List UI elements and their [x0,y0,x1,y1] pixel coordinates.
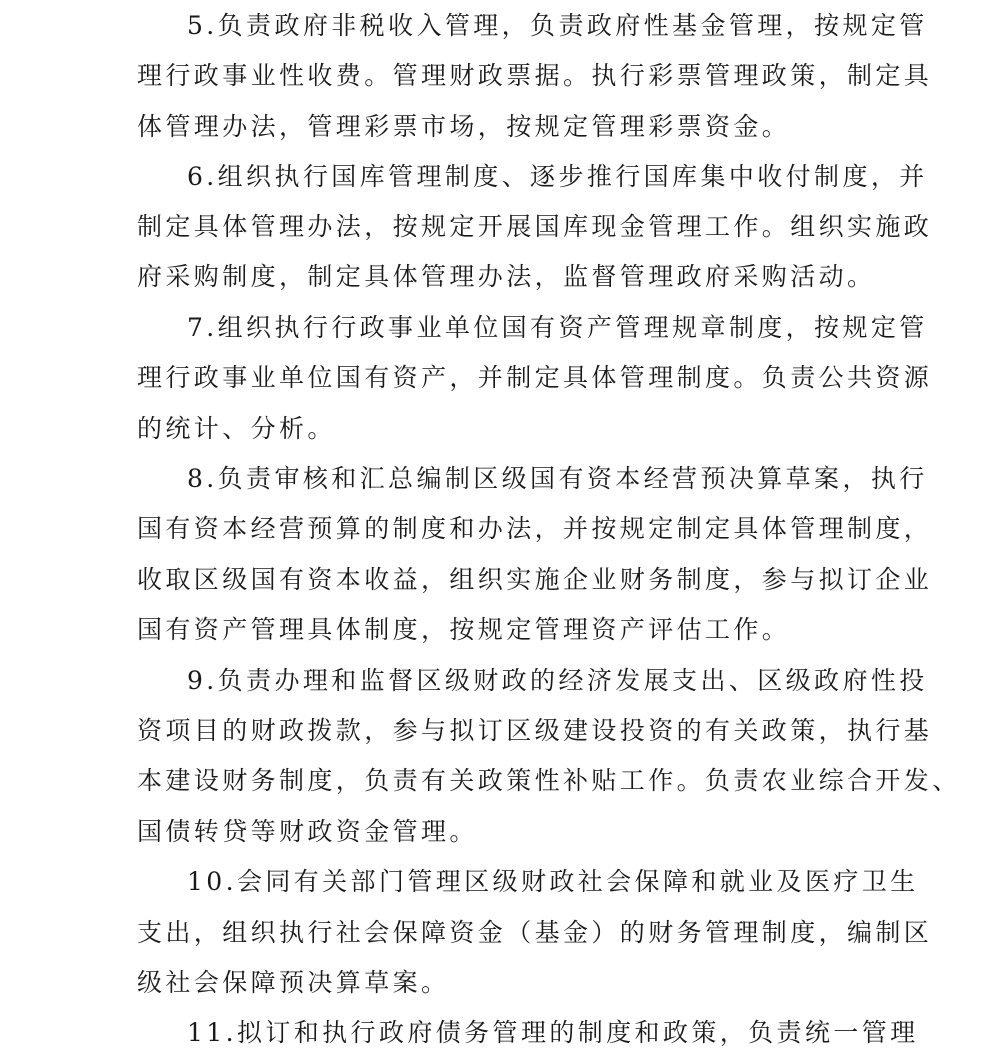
item-5-line-3: 体管理办法，管理彩票市场，按规定管理彩票资金。 [137,112,791,141]
item-8-line-3: 收取区级国有资本收益，组织实施企业财务制度，参与拟订企业 [137,565,933,594]
item-7-line-1: 7.组织执行行政事业单位国有资产管理规章制度，按规定管 [187,313,928,342]
item-6-line-2: 制定具体管理办法，按规定开展国库现金管理工作。组织实施政 [137,212,933,241]
item-7-line-3: 的统计、分析。 [137,414,336,443]
item-9-line-1: 9.负责办理和监督区级财政的经济发展支出、区级政府性投 [187,666,928,695]
item-6-line-3: 府采购制度，制定具体管理办法，监督管理政府采购活动。 [137,262,876,291]
item-7-line-2: 理行政事业单位国有资产，并制定具体管理制度。负责公共资源 [137,363,933,392]
item-6-line-1: 6.组织执行国库管理制度、逐步推行国库集中收付制度，并 [187,162,928,191]
item-9-line-3: 本建设财务制度，负责有关政策性补贴工作。负责农业综合开发、 [137,766,961,795]
item-9-line-4: 国债转贷等财政资金管理。 [137,817,478,846]
item-10-line-1: 10.会同有关部门管理区级财政社会保障和就业及医疗卫生 [187,867,919,896]
item-10-line-3: 级社会保障预决算草案。 [137,968,450,997]
item-5-line-1: 5.负责政府非税收入管理，负责政府性基金管理，按规定管 [187,11,928,40]
item-8-line-2: 国有资本经营预算的制度和办法，并按规定制定具体管理制度， [137,514,933,543]
item-10-line-2: 支出，组织执行社会保障资金（基金）的财务管理制度，编制区 [137,918,933,947]
item-8-line-1: 8.负责审核和汇总编制区级国有资本经营预决算草案，执行 [187,464,928,493]
item-5-line-2: 理行政事业性收费。管理财政票据。执行彩票管理政策，制定具 [137,61,933,90]
item-11-line-1: 11.拟订和执行政府债务管理的制度和政策，负责统一管理 [187,1018,919,1047]
item-8-line-4: 国有资产管理具体制度，按规定管理资产评估工作。 [137,615,791,644]
item-9-line-2: 资项目的财政拨款，参与拟订区级建设投资的有关政策，执行基 [137,716,933,745]
